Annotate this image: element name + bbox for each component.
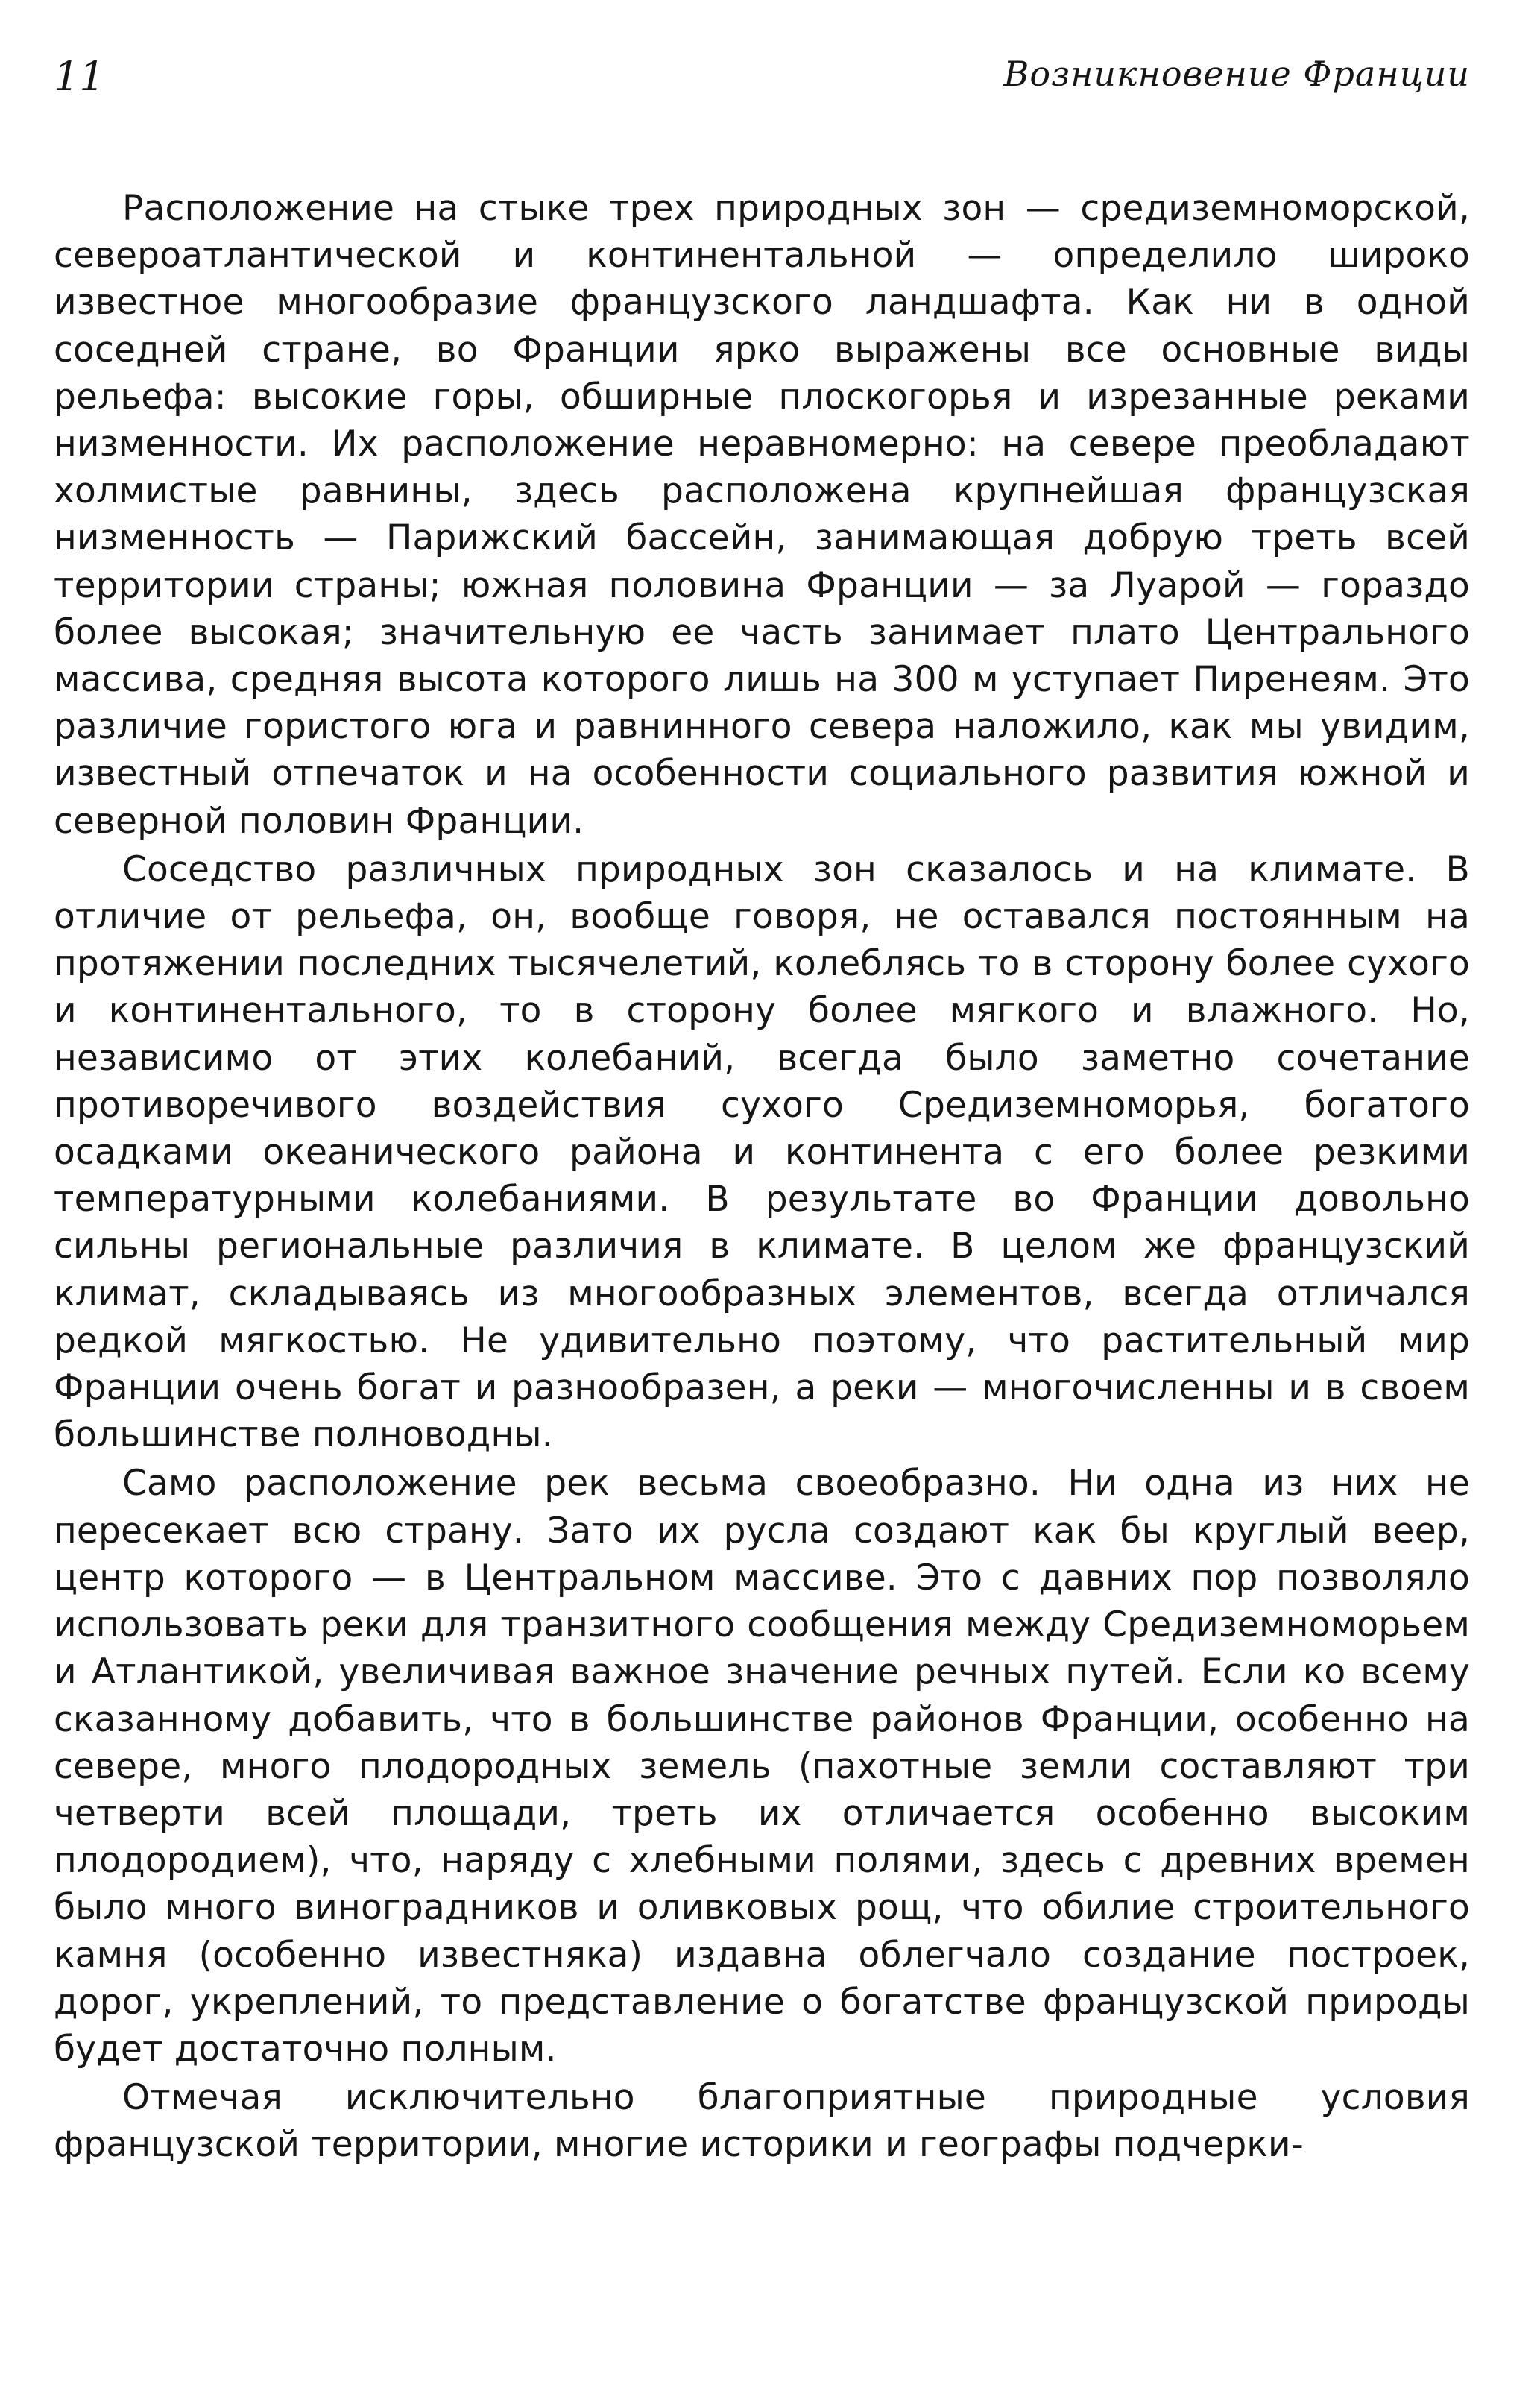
chapter-title: Возникновение Франции [1003,54,1470,94]
book-page [54,42,1470,2169]
running-head [54,42,1470,131]
page-number: 11 [54,53,105,100]
paragraph-landscape: Расположение на стыке трех природных зон — средиземноморской, североатлантической и континентальной — определило широко известное многообразие французского ландшафта. Как ни в одной соседней стране, во Франции ярко выражены все основные виды рельефа: высокие горы, обширные плоскогорья и изрезанные реками низменности. Их расположение неравномерно: на севере преобладают холмистые равнины, здесь расположена крупнейшая французская низменность — Парижский бассейн, занимающая добрую треть всей территории страны; южная половина Франции — за Луарой — гораздо более высокая; значительную ее часть занимает плато Центрального массива, средняя высота которого лишь на 300 м уступает Пиренеям. Это различие гористого юга и равнинного севера наложило, как мы увидим, известный отпечаток и на особенности социального развития южной и северной половин Франции. [54,188,1470,842]
paragraph-conditions: Отмечая исключительно благоприятные природные условия французской территории, многие историки и географы подчерки- [54,2077,1470,2166]
paragraph-rivers: Само расположение рек весьма своеобразно. Ни одна из них не пересекает всю страну. Зато их русла создают как бы круглый веер, центр которого — в Центральном массиве. Это с давних пор позволяло использовать реки для транзитного сообщения между Средиземноморьем и Атлантикой, увеличивая важное значение речных путей. Если ко всему сказанному добавить, что в большинстве районов Франции, особенно на севере, много плодородных земель (пахотные земли составляют три четверти всей площади, треть их отличается особенно высоким плодородием), что, наряду с хлебными полями, здесь с древних времен было много виноградников и оливковых рощ, что обилие строительного камня (особенно известняка) издавна облегчало создание построек, дорог, укреплений, то представление о богатстве французской природы будет достаточно полным. [54,1463,1470,2070]
body-text [54,185,1470,2169]
paragraph-climate: Соседство различных природных зон сказалось и на климате. В отличие от рельефа, он, вообще говоря, не оставался постоянным на протяжении последних тысячелетий, колеблясь то в сторону более сухого и континентального, то в сторону более мягкого и влажного. Но, независимо от этих колебаний, всегда было заметно сочетание противоречивого воздействия сухого Средиземноморья, богатого осадками океанического района и континента с его более резкими температурными колебаниями. В результате во Франции довольно сильны региональные различия в климате. В целом же французский климат, складываясь из многообразных элементов, всегда отличался редкой мягкостью. Не удивительно поэтому, что растительный мир Франции очень богат и разнообразен, а реки — многочисленны и в своем большинстве полноводны. [54,848,1470,1456]
